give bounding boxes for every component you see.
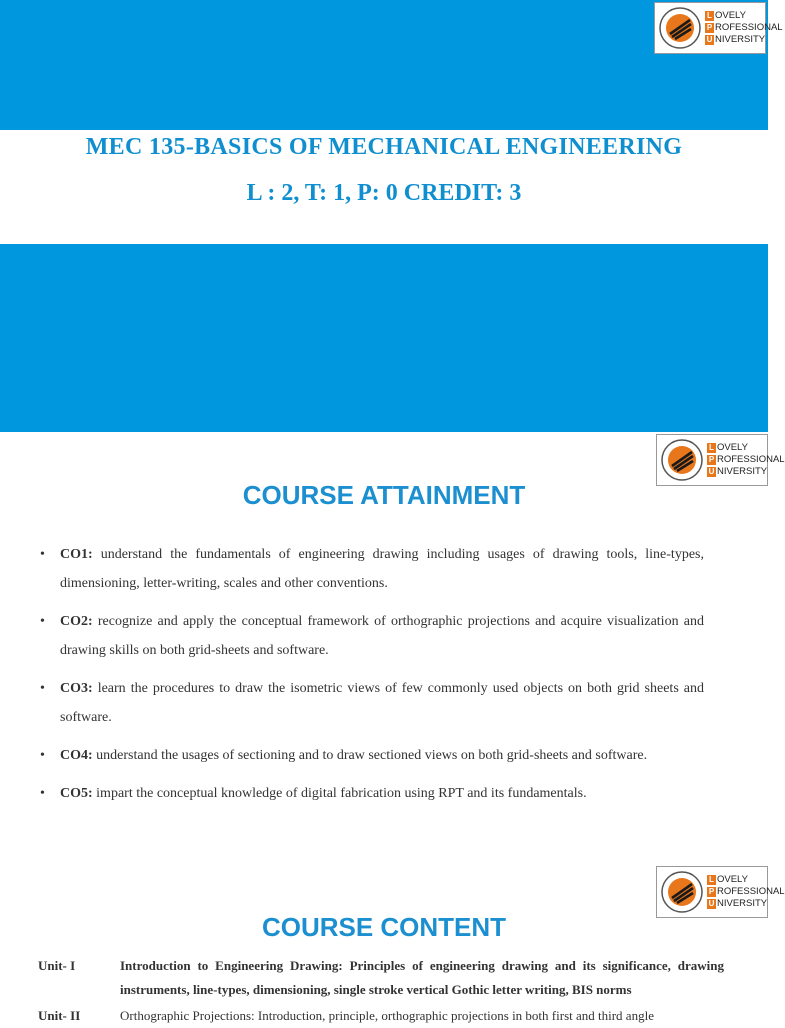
section-heading: COURSE ATTAINMENT [242, 480, 526, 510]
bullet-icon: • [40, 547, 45, 562]
logo-line-2: P ROFESSIONAL [706, 22, 783, 33]
lpu-emblem-icon [660, 438, 704, 482]
bullet-icon: • [40, 614, 45, 629]
unit-label: Unit- I [38, 958, 76, 973]
lpu-emblem-icon [660, 870, 704, 914]
unit-label: Unit- II [38, 1008, 81, 1023]
course-content-slide [0, 862, 785, 1024]
lpu-logo [656, 866, 785, 918]
course-attainment-slide [0, 432, 785, 862]
logo-line-2: P ROFESSIONAL [708, 454, 785, 465]
unit-description: Orthographic Projections: Introduction, principle, orthographic projections in both first and third angle [120, 1008, 654, 1023]
list-item: • CO4: understand the usages of sectioning and to draw sectioned views on both grid-sheets and software. [40, 741, 704, 770]
bullet-icon: • [40, 748, 45, 763]
logo-line-1: L OVELY [707, 874, 785, 886]
logo-line-1: L OVELY [707, 442, 785, 454]
list-item: • CO1: understand the fundamentals of engineering drawing including usages of drawing tools, line-types, dimensioning, letter-writing, scales and other conventions. [40, 540, 704, 598]
unit-row [38, 954, 724, 1002]
list-item: • CO3: learn the procedures to draw the isometric views of few commonly used objects on both grid sheets and software. [40, 674, 704, 732]
bottom-blue-band [0, 244, 768, 432]
bullet-icon: • [40, 786, 45, 801]
logo-line-3: U NIVERSITY [708, 898, 768, 909]
title-slide [0, 0, 783, 432]
section-heading: COURSE CONTENT [261, 912, 507, 942]
lpu-emblem-icon [658, 6, 702, 50]
lpu-logo [654, 2, 783, 54]
unit-row [38, 1004, 724, 1028]
logo-line-3: U NIVERSITY [708, 466, 768, 477]
logo-line-3: U NIVERSITY [706, 34, 766, 45]
unit-description: Introduction to Engineering Drawing: Principles of engineering drawing and its significance, drawing instruments, line-types, dimensioning, single stroke vertical Gothic letter writing, BIS norms [120, 958, 724, 997]
lpu-logo [656, 434, 785, 486]
logo-line-2: P ROFESSIONAL [708, 886, 785, 897]
course-outcome-list [40, 540, 704, 817]
bullet-icon: • [40, 681, 45, 696]
list-item: • CO2: recognize and apply the conceptual framework of orthographic projections and acquire visualization and drawing skills on both grid-sheets and software. [40, 607, 704, 665]
course-credit-line: L : 2, T: 1, P: 0 CREDIT: 3 [246, 180, 522, 206]
course-title: MEC 135-BASICS OF MECHANICAL ENGINEERING [85, 134, 683, 160]
top-blue-band [0, 0, 768, 130]
list-item: • CO5: impart the conceptual knowledge of digital fabrication using RPT and its fundamentals. [40, 779, 704, 808]
logo-line-1: L OVELY [705, 10, 783, 22]
